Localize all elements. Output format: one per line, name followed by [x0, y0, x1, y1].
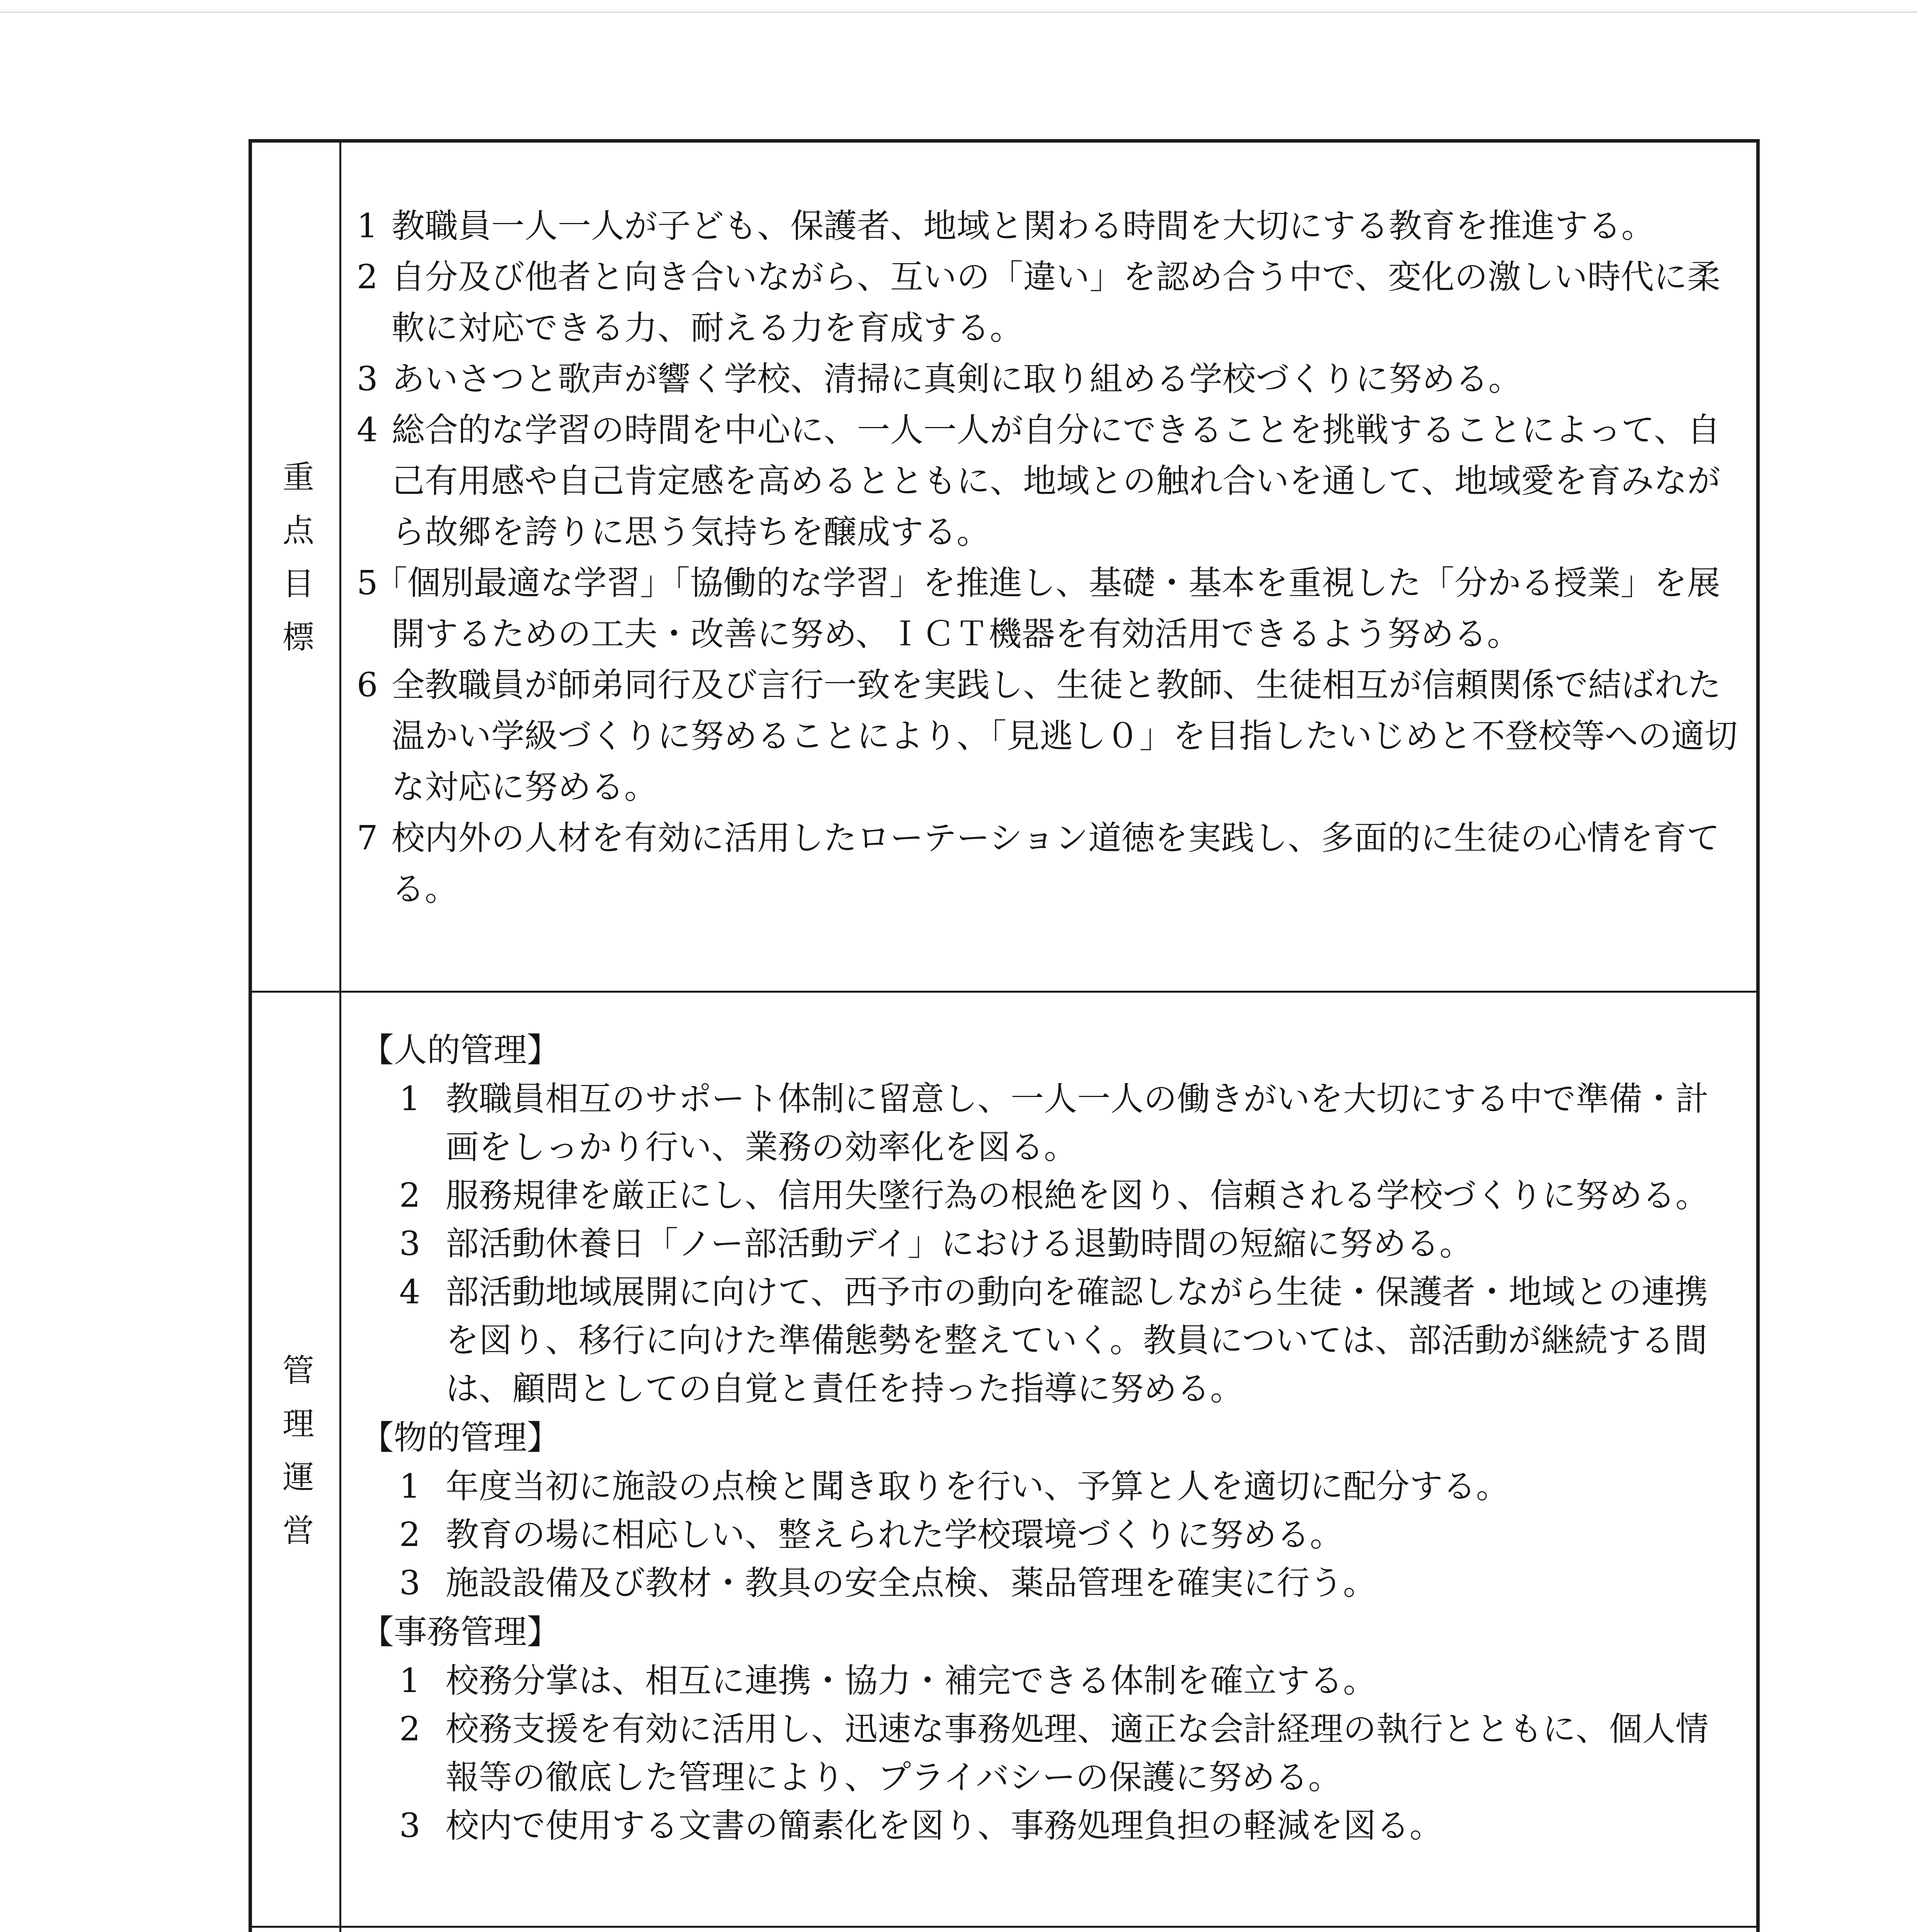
section-label-cell [252, 1928, 341, 1932]
item-text: 部活動休養日「ノー部活動デイ」における退勤時間の短縮に努める。 [446, 1225, 1473, 1263]
item-number: 1 [357, 207, 378, 245]
personnel-item-3 [357, 1220, 1741, 1268]
item-number: 3 [357, 360, 378, 398]
goal-item-3 [357, 354, 1741, 405]
item-text: 部活動地域展開に向けて、西予市の動向を確認しながら生徒・保護者・地域との連携を図り、移行に向けた準備態勢を整えていく。教員については、部活動が継続する間は、顧問としての自覚と責任を持った指導に努める。 [446, 1273, 1708, 1408]
item-number: 7 [357, 819, 378, 857]
item-text: あいさつと歌声が響く学校、清掃に真剣に取り組める学校づくりに努める。 [392, 360, 1522, 398]
school-policy-table [249, 139, 1760, 1932]
item-text: 服務規律を厳正にし、信用失墜行為の根絶を図り、信頼される学校づくりに努める。 [446, 1176, 1709, 1215]
goal-item-2 [357, 252, 1741, 354]
item-number: 5 [357, 564, 378, 602]
item-text: 施設設備及び教材・教具の安全点検、薬品管理を確実に行う。 [446, 1564, 1376, 1602]
group-heading-personnel: 【人的管理】 [361, 1031, 560, 1070]
item-number: 4 [399, 1273, 421, 1311]
section-content [341, 1928, 1756, 1932]
goal-item-1 [357, 201, 1741, 252]
section-key-goals [252, 143, 1756, 991]
section-content [341, 143, 1756, 991]
item-text: 校務分掌は、相互に連携・協力・補完できる体制を確立する。 [446, 1662, 1376, 1700]
item-number: 3 [399, 1806, 421, 1845]
item-text: 教育の場に相応しい、整えられた学校環境づくりに努める。 [446, 1515, 1343, 1554]
admin-item-1 [357, 1657, 1741, 1705]
item-number: 1 [399, 1080, 421, 1118]
goal-item-7 [357, 813, 1741, 915]
item-number: 2 [399, 1176, 421, 1215]
item-number: 3 [399, 1225, 421, 1263]
scan-edge-line [0, 12, 1917, 13]
item-number: 6 [357, 666, 378, 704]
physical-item-1 [357, 1463, 1741, 1511]
item-number: 4 [357, 411, 378, 449]
admin-item-3 [357, 1802, 1741, 1850]
goal-item-5 [357, 558, 1741, 660]
item-number: 3 [399, 1564, 421, 1602]
item-text: 校内で使用する文書の簡素化を図り、事務処理負担の軽減を図る。 [446, 1806, 1443, 1845]
item-text: 校務支援を有効に活用し、迅速な事務処理、適正な会計経理の執行とともに、個人情報等の徹底した管理により、プライバシーの保護に努める。 [446, 1710, 1709, 1797]
section-management [252, 991, 1756, 1928]
item-text: 年度当初に施設の点検と聞き取りを行い、予算と人を適切に配分する。 [446, 1467, 1509, 1506]
item-text: 教職員相互のサポート体制に留意し、一人一人の働きがいを大切にする中で準備・計画をしっかり行い、業務の効率化を図る。 [446, 1080, 1709, 1167]
personnel-item-4 [357, 1268, 1741, 1413]
item-text: 「個別最適な学習」「協働的な学習」を推進し、基礎・基本を重視した「分かる授業」を展開するための工夫・改善に努め、ＩＣＴ機器を有効活用できるよう努める。 [374, 564, 1720, 653]
item-number: 1 [399, 1662, 421, 1700]
item-number: 1 [399, 1467, 421, 1506]
section-content [341, 993, 1756, 1928]
section-label-cell [252, 993, 341, 1928]
goal-item-6 [357, 660, 1741, 813]
physical-item-2 [357, 1511, 1741, 1559]
section-label: 重点目標 [277, 460, 314, 673]
item-text: 自分及び他者と向き合いながら、互いの「違い」を認め合う中で、変化の激しい時代に柔軟に対応できる力、耐える力を育成する。 [392, 258, 1721, 347]
goal-item-4 [357, 405, 1741, 558]
physical-item-3 [357, 1559, 1741, 1607]
item-text: 総合的な学習の時間を中心に、一人一人が自分にできることを挑戦することによって、自己有用感や自己肯定感を高めるとともに、地域との触れ合いを通して、地域愛を育みながら故郷を誇りに思う気持ちを醸成する。 [392, 411, 1721, 551]
section-label: 管理運営 [277, 1354, 314, 1567]
item-number: 2 [357, 258, 378, 296]
group-heading-administrative: 【事務管理】 [361, 1613, 560, 1651]
group-heading-physical: 【物的管理】 [361, 1418, 560, 1457]
admin-item-2 [357, 1705, 1741, 1802]
section-school-features [252, 1926, 1756, 1932]
item-text: 教職員一人一人が子ども、保護者、地域と関わる時間を大切にする教育を推進する。 [392, 207, 1655, 245]
item-text: 校内外の人材を有効に活用したローテーション道徳を実践し、多面的に生徒の心情を育てる。 [392, 819, 1720, 908]
section-label-cell [252, 143, 341, 991]
personnel-item-1 [357, 1075, 1741, 1172]
personnel-item-2 [357, 1172, 1741, 1220]
item-number: 2 [399, 1710, 421, 1748]
item-text: 全教職員が師弟同行及び言行一致を実践し、生徒と教師、生徒相互が信頼関係で結ばれた温かい学級づくりに努めることにより、「見逃し０」を目指したいじめと不登校等への適切な対応に努める。 [392, 666, 1738, 806]
item-number: 2 [399, 1515, 421, 1554]
